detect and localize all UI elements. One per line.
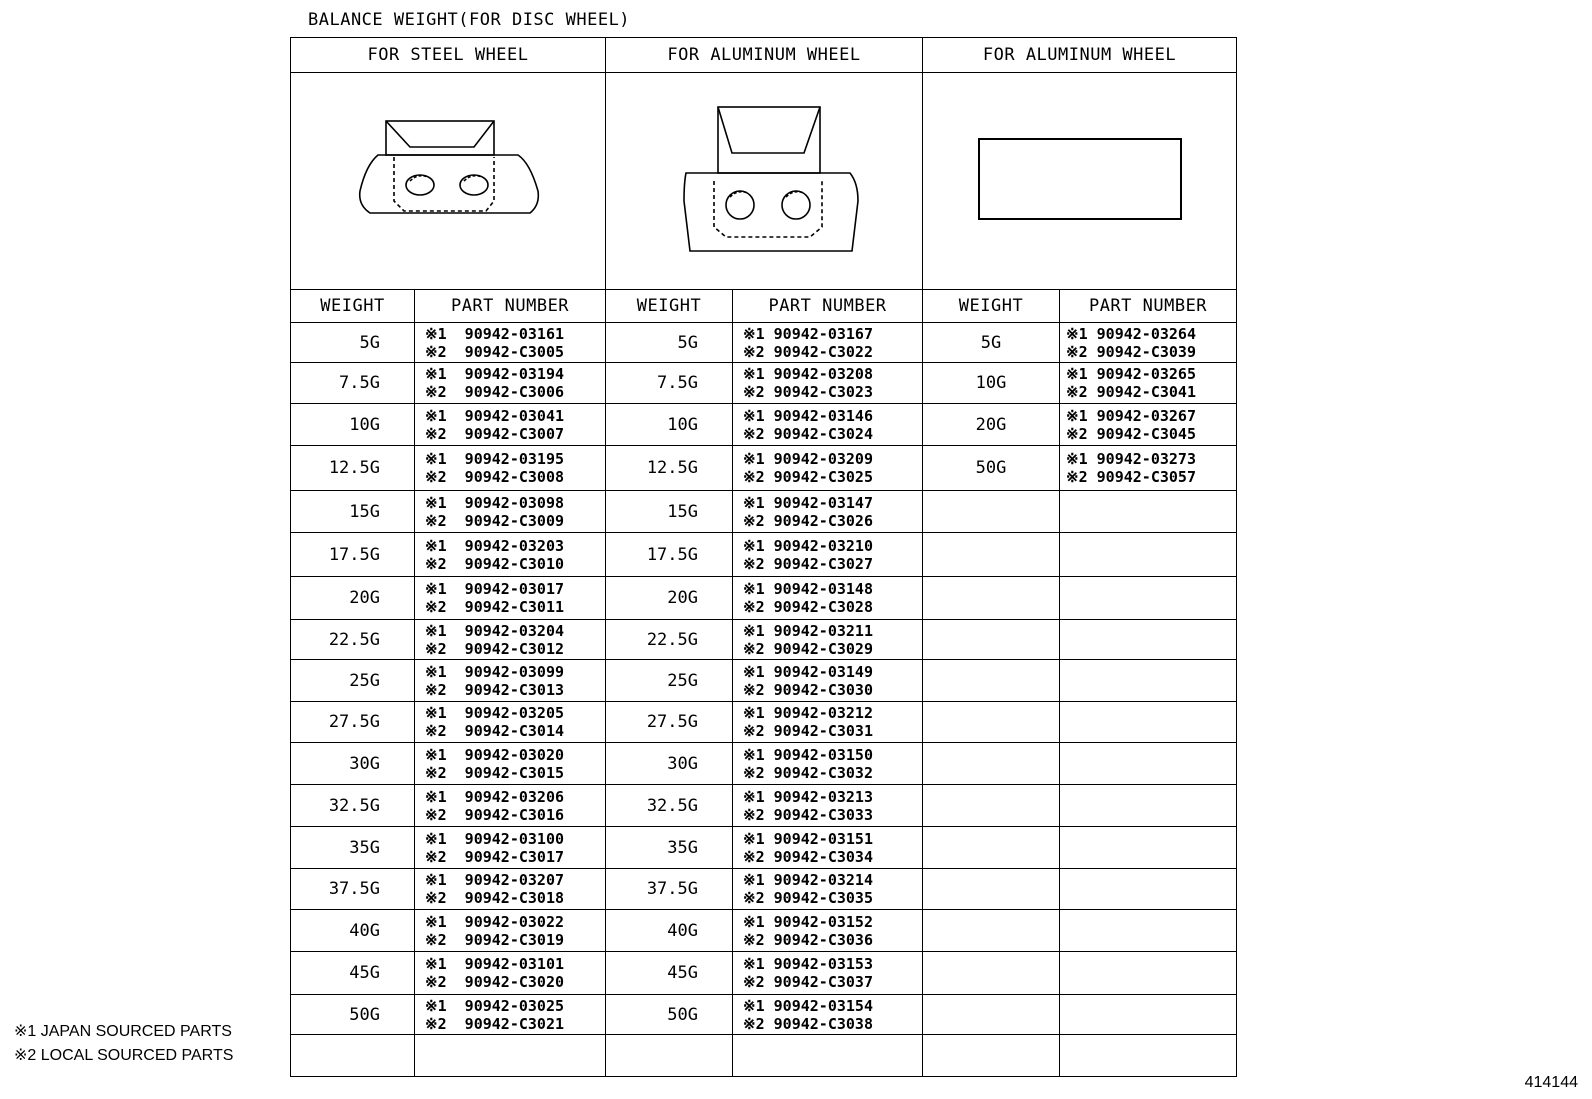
steel-part-number-line-2: ※2 90942-C3009 bbox=[425, 511, 564, 530]
illustration-row bbox=[291, 73, 1237, 290]
aluminum-part-number-line-1: ※1 90942-03146 bbox=[743, 406, 873, 425]
aluminum-weight: 45G bbox=[606, 952, 733, 995]
aluminum-part-number-line-1: ※1 90942-03208 bbox=[743, 365, 873, 383]
steel-part-number-line-2: ※2 90942-C3019 bbox=[425, 930, 564, 949]
aluminum-part-number-line-2: ※2 90942-C3033 bbox=[743, 805, 873, 824]
table-row bbox=[291, 491, 1237, 533]
steel-part-number bbox=[415, 660, 606, 702]
aluminum-part-number bbox=[733, 620, 923, 660]
diagram-title: BALANCE WEIGHT(FOR DISC WHEEL) bbox=[308, 10, 631, 30]
steel-part-number-line-2: ※2 90942-C3005 bbox=[425, 342, 564, 361]
steel-part-number bbox=[415, 785, 606, 827]
aluminum-part-number-line-2: ※2 90942-C3034 bbox=[743, 847, 873, 866]
table-row bbox=[291, 910, 1237, 952]
steel-part-number bbox=[415, 620, 606, 660]
aluminum-adhesive-weight bbox=[923, 533, 1060, 577]
aluminum-adhesive-part-number bbox=[1060, 785, 1237, 827]
aluminum-adhesive-part-number-line-2: ※2 90942-C3041 bbox=[1066, 383, 1196, 401]
steel-part-number-line-2: ※2 90942-C3010 bbox=[425, 554, 564, 573]
footnote-local-sourced: ※2 LOCAL SOURCED PARTS bbox=[14, 1047, 234, 1064]
aluminum-adhesive-weight bbox=[923, 827, 1060, 869]
aluminum-adhesive-weight: 5G bbox=[923, 323, 1060, 363]
steel-part-number bbox=[415, 533, 606, 577]
aluminum-weight bbox=[606, 1035, 733, 1077]
aluminum-part-number-line-1: ※1 90942-03150 bbox=[743, 745, 873, 764]
table-row bbox=[291, 869, 1237, 910]
aluminum-weight: 35G bbox=[606, 827, 733, 869]
table-row bbox=[291, 533, 1237, 577]
table-row bbox=[291, 743, 1237, 785]
footnote-japan-sourced: ※1 JAPAN SOURCED PARTS bbox=[14, 1023, 232, 1040]
steel-weight: 20G bbox=[291, 577, 415, 620]
aluminum-adhesive-weight bbox=[923, 620, 1060, 660]
aluminum-part-number bbox=[733, 660, 923, 702]
table-row bbox=[291, 446, 1237, 491]
steel-part-number-line-1: ※1 90942-03099 bbox=[425, 662, 564, 681]
steel-part-number-line-1: ※1 90942-03195 bbox=[425, 450, 564, 468]
steel-weight: 50G bbox=[291, 995, 415, 1035]
aluminum-adhesive-weight bbox=[923, 952, 1060, 995]
aluminum-part-number-line-2: ※2 90942-C3031 bbox=[743, 722, 873, 740]
table-row bbox=[291, 404, 1237, 446]
aluminum-adhesive-part-number bbox=[1060, 620, 1237, 660]
steel-weight: 37.5G bbox=[291, 869, 415, 910]
steel-part-number-line-1: ※1 90942-03204 bbox=[425, 621, 564, 640]
aluminum-part-number bbox=[733, 404, 923, 446]
table-row bbox=[291, 702, 1237, 743]
steel-part-number-line-2: ※2 90942-C3018 bbox=[425, 889, 564, 907]
col-header-weight: WEIGHT bbox=[923, 290, 1060, 323]
aluminum-part-number-line-2: ※2 90942-C3023 bbox=[743, 383, 873, 401]
steel-part-number-line-2: ※2 90942-C3016 bbox=[425, 805, 564, 824]
aluminum-adhesive-part-number-line-2: ※2 90942-C3045 bbox=[1066, 424, 1196, 443]
col-header-part-number: PART NUMBER bbox=[733, 290, 923, 323]
aluminum-part-number bbox=[733, 533, 923, 577]
steel-weight: 25G bbox=[291, 660, 415, 702]
aluminum-part-number-line-1: ※1 90942-03148 bbox=[743, 580, 873, 598]
steel-part-number-line-1: ※1 90942-03194 bbox=[425, 365, 564, 383]
table-row bbox=[291, 660, 1237, 702]
aluminum-part-number-line-2: ※2 90942-C3026 bbox=[743, 511, 873, 530]
steel-part-number-line-1: ※1 90942-03025 bbox=[425, 996, 564, 1015]
aluminum-part-number bbox=[733, 702, 923, 743]
aluminum-adhesive-part-number-line-2: ※2 90942-C3039 bbox=[1066, 342, 1196, 361]
aluminum-part-number-line-2: ※2 90942-C3038 bbox=[743, 1014, 873, 1033]
steel-part-number-line-2: ※2 90942-C3021 bbox=[425, 1014, 564, 1033]
steel-part-number-line-2: ※2 90942-C3007 bbox=[425, 424, 564, 443]
table-row bbox=[291, 827, 1237, 869]
aluminum-adhesive-part-number bbox=[1060, 702, 1237, 743]
steel-weight: 40G bbox=[291, 910, 415, 952]
table-row bbox=[291, 577, 1237, 620]
steel-weight: 10G bbox=[291, 404, 415, 446]
steel-part-number bbox=[415, 743, 606, 785]
aluminum-adhesive-weight bbox=[923, 577, 1060, 620]
table-row bbox=[291, 1035, 1237, 1077]
aluminum-part-number bbox=[733, 785, 923, 827]
steel-weight: 45G bbox=[291, 952, 415, 995]
aluminum-adhesive-weight bbox=[923, 869, 1060, 910]
steel-part-number-line-2: ※2 90942-C3011 bbox=[425, 598, 564, 616]
steel-part-number bbox=[415, 491, 606, 533]
aluminum-part-number-line-1: ※1 90942-03147 bbox=[743, 493, 873, 512]
steel-part-number bbox=[415, 363, 606, 404]
aluminum-part-number bbox=[733, 869, 923, 910]
aluminum-part-number-line-1: ※1 90942-03213 bbox=[743, 787, 873, 806]
aluminum-adhesive-part-number bbox=[1060, 995, 1237, 1035]
steel-part-number-line-1: ※1 90942-03022 bbox=[425, 912, 564, 931]
aluminum-adhesive-weight bbox=[923, 702, 1060, 743]
aluminum-part-number-line-2: ※2 90942-C3037 bbox=[743, 973, 873, 991]
footnotes bbox=[14, 1020, 233, 1068]
steel-part-number bbox=[415, 952, 606, 995]
aluminum-part-number bbox=[733, 995, 923, 1035]
aluminum-adhesive-part-number bbox=[1060, 533, 1237, 577]
aluminum-weight: 40G bbox=[606, 910, 733, 952]
steel-part-number-line-1: ※1 90942-03020 bbox=[425, 745, 564, 764]
aluminum-part-number bbox=[733, 827, 923, 869]
aluminum-weight-illustration-cell bbox=[606, 73, 923, 290]
aluminum-part-number-line-2: ※2 90942-C3035 bbox=[743, 889, 873, 907]
steel-part-number-line-1: ※1 90942-03101 bbox=[425, 955, 564, 973]
aluminum-weight: 25G bbox=[606, 660, 733, 702]
aluminum-part-number-line-1: ※1 90942-03149 bbox=[743, 662, 873, 681]
adhesive-weight-illustration-cell bbox=[923, 73, 1237, 290]
aluminum-adhesive-weight bbox=[923, 785, 1060, 827]
aluminum-part-number bbox=[733, 743, 923, 785]
aluminum-part-number-line-2: ※2 90942-C3022 bbox=[743, 342, 873, 361]
aluminum-adhesive-part-number bbox=[1060, 869, 1237, 910]
steel-part-number-line-2: ※2 90942-C3013 bbox=[425, 680, 564, 699]
col-header-part-number: PART NUMBER bbox=[415, 290, 606, 323]
aluminum-adhesive-part-number bbox=[1060, 491, 1237, 533]
aluminum-part-number-line-2: ※2 90942-C3025 bbox=[743, 468, 873, 486]
aluminum-part-number bbox=[733, 323, 923, 363]
aluminum-weight: 7.5G bbox=[606, 363, 733, 404]
aluminum-part-number bbox=[733, 446, 923, 491]
aluminum-part-number-line-1: ※1 90942-03152 bbox=[743, 912, 873, 931]
aluminum-adhesive-weight: 10G bbox=[923, 363, 1060, 404]
aluminum-adhesive-weight bbox=[923, 1035, 1060, 1077]
steel-weight: 27.5G bbox=[291, 702, 415, 743]
aluminum-part-number-line-2: ※2 90942-C3027 bbox=[743, 554, 873, 573]
aluminum-adhesive-part-number bbox=[1060, 743, 1237, 785]
balance-weight-table bbox=[290, 37, 1237, 1077]
table-row bbox=[291, 785, 1237, 827]
steel-part-number-line-1: ※1 90942-03206 bbox=[425, 787, 564, 806]
aluminum-adhesive-part-number bbox=[1060, 446, 1237, 491]
steel-weight: 30G bbox=[291, 743, 415, 785]
steel-part-number-line-2: ※2 90942-C3017 bbox=[425, 847, 564, 866]
aluminum-adhesive-part-number-line-1: ※1 90942-03267 bbox=[1066, 406, 1196, 425]
aluminum-part-number-line-2: ※2 90942-C3030 bbox=[743, 680, 873, 699]
table-row bbox=[291, 952, 1237, 995]
steel-part-number bbox=[415, 404, 606, 446]
aluminum-adhesive-part-number bbox=[1060, 910, 1237, 952]
aluminum-part-number bbox=[733, 491, 923, 533]
aluminum-adhesive-part-number bbox=[1060, 952, 1237, 995]
aluminum-part-number-line-2: ※2 90942-C3029 bbox=[743, 639, 873, 658]
aluminum-adhesive-part-number bbox=[1060, 1035, 1237, 1077]
steel-part-number bbox=[415, 869, 606, 910]
aluminum-part-number bbox=[733, 910, 923, 952]
aluminum-weight: 17.5G bbox=[606, 533, 733, 577]
aluminum-weight: 50G bbox=[606, 995, 733, 1035]
steel-part-number-line-2: ※2 90942-C3012 bbox=[425, 639, 564, 658]
steel-part-number-line-1: ※1 90942-03041 bbox=[425, 406, 564, 425]
aluminum-part-number-line-1: ※1 90942-03154 bbox=[743, 996, 873, 1015]
aluminum-weight: 27.5G bbox=[606, 702, 733, 743]
adhesive-balance-weight-illustration bbox=[927, 73, 1233, 289]
aluminum-part-number-line-1: ※1 90942-03167 bbox=[743, 324, 873, 343]
aluminum-adhesive-weight bbox=[923, 660, 1060, 702]
aluminum-part-number-line-1: ※1 90942-03212 bbox=[743, 704, 873, 722]
steel-part-number bbox=[415, 827, 606, 869]
steel-part-number-line-2: ※2 90942-C3008 bbox=[425, 468, 564, 486]
steel-part-number-line-1: ※1 90942-03098 bbox=[425, 493, 564, 512]
aluminum-weight: 10G bbox=[606, 404, 733, 446]
aluminum-part-number bbox=[733, 1035, 923, 1077]
aluminum-part-number-line-1: ※1 90942-03211 bbox=[743, 621, 873, 640]
steel-weight: 22.5G bbox=[291, 620, 415, 660]
steel-part-number bbox=[415, 446, 606, 491]
aluminum-part-number bbox=[733, 577, 923, 620]
aluminum-weight: 22.5G bbox=[606, 620, 733, 660]
steel-part-number bbox=[415, 1035, 606, 1077]
aluminum-part-number-line-1: ※1 90942-03209 bbox=[743, 450, 873, 468]
aluminum-adhesive-weight bbox=[923, 910, 1060, 952]
aluminum-balance-weight-illustration bbox=[614, 73, 914, 289]
steel-part-number-line-2: ※2 90942-C3015 bbox=[425, 763, 564, 782]
aluminum-adhesive-part-number bbox=[1060, 577, 1237, 620]
column-header-row bbox=[291, 290, 1237, 323]
aluminum-part-number bbox=[733, 952, 923, 995]
aluminum-adhesive-part-number-line-1: ※1 90942-03273 bbox=[1066, 450, 1196, 468]
steel-part-number bbox=[415, 577, 606, 620]
aluminum-part-number-line-2: ※2 90942-C3024 bbox=[743, 424, 873, 443]
aluminum-part-number-line-1: ※1 90942-03151 bbox=[743, 829, 873, 848]
steel-weight: 32.5G bbox=[291, 785, 415, 827]
col-header-part-number: PART NUMBER bbox=[1060, 290, 1237, 323]
aluminum-part-number-line-2: ※2 90942-C3032 bbox=[743, 763, 873, 782]
steel-weight bbox=[291, 1035, 415, 1077]
steel-part-number-line-1: ※1 90942-03100 bbox=[425, 829, 564, 848]
steel-part-number bbox=[415, 995, 606, 1035]
aluminum-part-number-line-2: ※2 90942-C3028 bbox=[743, 598, 873, 616]
table-row bbox=[291, 995, 1237, 1035]
aluminum-weight: 32.5G bbox=[606, 785, 733, 827]
steel-part-number-line-1: ※1 90942-03207 bbox=[425, 871, 564, 889]
aluminum-weight: 30G bbox=[606, 743, 733, 785]
table-row bbox=[291, 620, 1237, 660]
aluminum-adhesive-part-number bbox=[1060, 827, 1237, 869]
aluminum-adhesive-part-number bbox=[1060, 323, 1237, 363]
aluminum-adhesive-weight: 50G bbox=[923, 446, 1060, 491]
aluminum-part-number bbox=[733, 363, 923, 404]
aluminum-part-number-line-1: ※1 90942-03210 bbox=[743, 536, 873, 555]
steel-part-number-line-1: ※1 90942-03017 bbox=[425, 580, 564, 598]
steel-weight: 17.5G bbox=[291, 533, 415, 577]
aluminum-adhesive-weight bbox=[923, 995, 1060, 1035]
steel-part-number-line-2: ※2 90942-C3020 bbox=[425, 973, 564, 991]
steel-weight-illustration-cell bbox=[291, 73, 606, 290]
aluminum-part-number-line-1: ※1 90942-03214 bbox=[743, 871, 873, 889]
steel-part-number-line-2: ※2 90942-C3014 bbox=[425, 722, 564, 740]
aluminum-adhesive-weight bbox=[923, 743, 1060, 785]
steel-part-number bbox=[415, 910, 606, 952]
section-heading-aluminum: FOR ALUMINUM WHEEL bbox=[606, 38, 923, 73]
aluminum-adhesive-part-number bbox=[1060, 404, 1237, 446]
aluminum-weight: 20G bbox=[606, 577, 733, 620]
aluminum-weight: 37.5G bbox=[606, 869, 733, 910]
aluminum-weight: 15G bbox=[606, 491, 733, 533]
aluminum-part-number-line-1: ※1 90942-03153 bbox=[743, 955, 873, 973]
aluminum-adhesive-part-number bbox=[1060, 363, 1237, 404]
col-header-weight: WEIGHT bbox=[606, 290, 733, 323]
steel-weight: 35G bbox=[291, 827, 415, 869]
table-row bbox=[291, 363, 1237, 404]
steel-weight: 7.5G bbox=[291, 363, 415, 404]
steel-part-number-line-1: ※1 90942-03161 bbox=[425, 324, 564, 343]
aluminum-weight: 5G bbox=[606, 323, 733, 363]
aluminum-weight: 12.5G bbox=[606, 446, 733, 491]
steel-part-number bbox=[415, 323, 606, 363]
steel-weight: 5G bbox=[291, 323, 415, 363]
steel-balance-weight-illustration bbox=[298, 73, 598, 289]
aluminum-part-number-line-2: ※2 90942-C3036 bbox=[743, 930, 873, 949]
reference-number: 414144 bbox=[1524, 1074, 1578, 1091]
steel-part-number-line-2: ※2 90942-C3006 bbox=[425, 383, 564, 401]
steel-weight: 15G bbox=[291, 491, 415, 533]
steel-part-number-line-1: ※1 90942-03205 bbox=[425, 704, 564, 722]
steel-weight: 12.5G bbox=[291, 446, 415, 491]
steel-part-number-line-1: ※1 90942-03203 bbox=[425, 536, 564, 555]
aluminum-adhesive-part-number bbox=[1060, 660, 1237, 702]
aluminum-adhesive-weight: 20G bbox=[923, 404, 1060, 446]
section-heading-aluminum-adhesive: FOR ALUMINUM WHEEL bbox=[923, 38, 1237, 73]
section-heading-row bbox=[291, 38, 1237, 73]
aluminum-adhesive-part-number-line-2: ※2 90942-C3057 bbox=[1066, 468, 1196, 486]
table-row bbox=[291, 323, 1237, 363]
section-heading-steel: FOR STEEL WHEEL bbox=[291, 38, 606, 73]
aluminum-adhesive-part-number-line-1: ※1 90942-03264 bbox=[1066, 324, 1196, 343]
aluminum-adhesive-weight bbox=[923, 491, 1060, 533]
aluminum-adhesive-part-number-line-1: ※1 90942-03265 bbox=[1066, 365, 1196, 383]
col-header-weight: WEIGHT bbox=[291, 290, 415, 323]
part-rows bbox=[291, 323, 1237, 1077]
steel-part-number bbox=[415, 702, 606, 743]
